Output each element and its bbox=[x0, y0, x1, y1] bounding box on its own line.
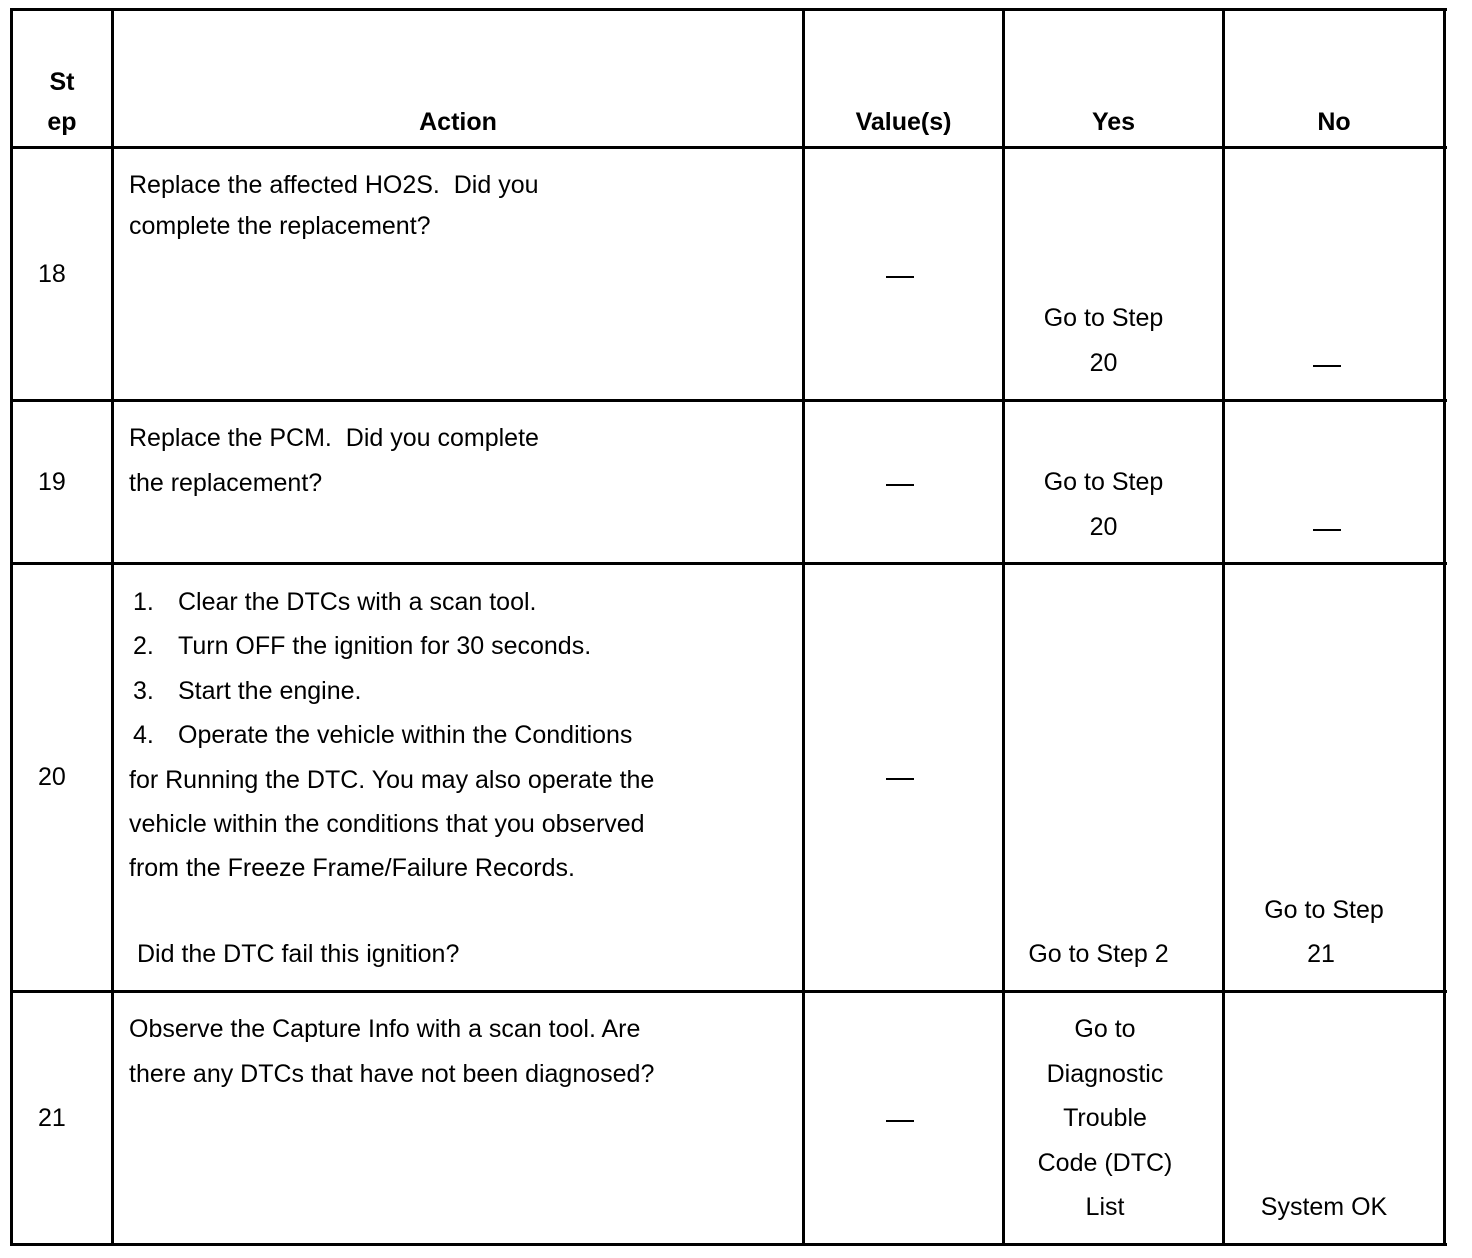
table-border-left bbox=[10, 8, 13, 1246]
yes-action: List bbox=[1085, 1193, 1125, 1221]
action-text: the replacement? bbox=[129, 469, 323, 497]
action-text: from the Freeze Frame/Failure Records. bbox=[129, 854, 575, 882]
step-number: 18 bbox=[38, 260, 66, 288]
list-number: 1. bbox=[133, 588, 154, 616]
action-text: for Running the DTC. You may also operate the bbox=[129, 766, 655, 794]
column-divider bbox=[802, 8, 805, 1246]
table-border-bottom bbox=[10, 1243, 1447, 1246]
yes-action: Trouble bbox=[1063, 1104, 1147, 1132]
yes-action: Go to Step bbox=[1043, 304, 1164, 332]
action-text: Replace the PCM. Did you complete bbox=[129, 424, 539, 452]
header-step-line1: St bbox=[49, 68, 75, 96]
action-text: Observe the Capture Info with a scan tool. Are bbox=[129, 1015, 641, 1043]
yes-action: Go to Step bbox=[1043, 468, 1164, 496]
no-action: System OK bbox=[1260, 1193, 1388, 1221]
no-dash bbox=[1313, 365, 1341, 367]
table-border-right bbox=[1443, 8, 1446, 1246]
no-dash bbox=[1313, 529, 1341, 531]
header-step-line2: ep bbox=[47, 108, 77, 136]
column-divider bbox=[111, 8, 114, 1246]
value-dash bbox=[886, 1120, 914, 1122]
value-dash bbox=[886, 276, 914, 278]
value-dash bbox=[886, 484, 914, 486]
header-action: Action bbox=[419, 108, 497, 136]
header-no: No bbox=[1317, 108, 1351, 136]
yes-action: 20 bbox=[1089, 513, 1118, 541]
table-border-top bbox=[10, 8, 1447, 11]
yes-action: Go to Step 2 bbox=[1028, 940, 1169, 968]
row-divider bbox=[10, 399, 1447, 402]
list-item: Clear the DTCs with a scan tool. bbox=[178, 588, 537, 616]
yes-action: 20 bbox=[1089, 349, 1118, 377]
yes-action: Code (DTC) bbox=[1037, 1149, 1173, 1177]
action-question: Did the DTC fail this ignition? bbox=[137, 940, 460, 968]
yes-action: Diagnostic bbox=[1046, 1060, 1164, 1088]
list-item: Start the engine. bbox=[178, 677, 362, 705]
action-text: vehicle within the conditions that you observed bbox=[129, 810, 645, 838]
list-item: Operate the vehicle within the Conditions bbox=[178, 721, 633, 749]
column-divider bbox=[1222, 8, 1225, 1246]
row-divider bbox=[10, 990, 1447, 993]
action-text: Replace the affected HO2S. Did you bbox=[129, 171, 539, 199]
value-dash bbox=[886, 778, 914, 780]
header-yes: Yes bbox=[1091, 108, 1136, 136]
header-divider bbox=[10, 146, 1447, 149]
header-values: Value(s) bbox=[855, 108, 952, 136]
yes-action: Go to bbox=[1074, 1015, 1136, 1043]
step-number: 20 bbox=[38, 763, 66, 791]
no-action: Go to Step bbox=[1264, 896, 1384, 924]
list-number: 2. bbox=[133, 632, 154, 660]
step-number: 19 bbox=[38, 468, 66, 496]
no-action: 21 bbox=[1307, 940, 1335, 968]
action-text: there any DTCs that have not been diagnosed? bbox=[129, 1060, 655, 1088]
row-divider bbox=[10, 562, 1447, 565]
list-number: 3. bbox=[133, 677, 154, 705]
list-item: Turn OFF the ignition for 30 seconds. bbox=[178, 632, 592, 660]
list-number: 4. bbox=[133, 721, 154, 749]
step-number: 21 bbox=[38, 1104, 66, 1132]
action-text: complete the replacement? bbox=[129, 212, 431, 240]
